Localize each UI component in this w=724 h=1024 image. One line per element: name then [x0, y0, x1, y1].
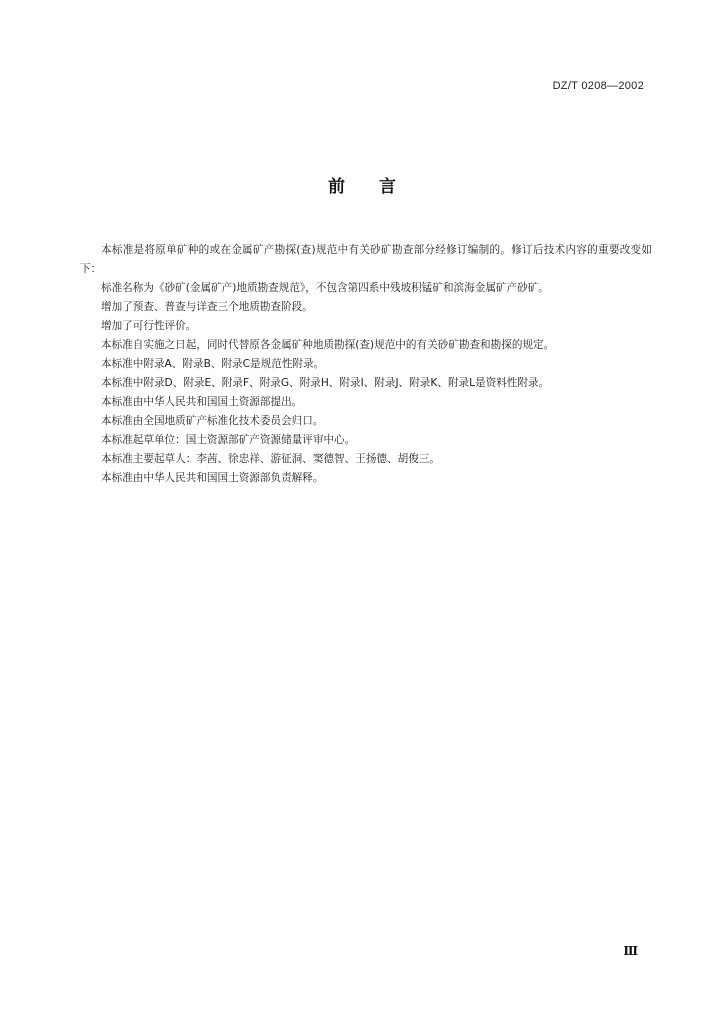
paragraph: 标准名称为《砂矿(金属矿产)地质勘查规范》，不包含第四系中残坡积锰矿和滨海金属矿产砂矿。 [101, 282, 549, 294]
paragraph-intro: 本标准是将原单矿种的或在金属矿产勘探(查)规范中有关砂矿勘查部分经修订编制的。修订后技术内容的重要改变如下： [80, 244, 652, 275]
paragraph: 增加了预查、普查与详查三个地质勘查阶段。 [101, 301, 313, 313]
page-title: 前言 [328, 177, 430, 197]
document-body [80, 241, 652, 488]
paragraph: 本标准中附录D、附录E、附录F、附录G、附录H、附录I、附录J、附录K、附录L是资料性附录。 [101, 377, 550, 389]
paragraph: 本标准由全国地质矿产标准化技术委员会归口。 [101, 415, 324, 427]
paragraph: 本标准由中华人民共和国国土资源部提出。 [101, 396, 303, 408]
paragraph: 本标准由中华人民共和国国土资源部负责解释。 [101, 472, 324, 484]
paragraph: 本标准起草单位：国土资源部矿产资源储量评审中心。 [101, 434, 356, 446]
page-number: Ⅲ [623, 944, 638, 958]
paragraph: 增加了可行性评价。 [101, 320, 197, 332]
paragraph: 本标准中附录A、附录B、附录C是规范性附录。 [101, 358, 325, 370]
paragraph: 本标准自实施之日起，同时代替原各金属矿种地质勘探(查)规范中的有关砂矿勘查和勘探的规定。 [101, 339, 555, 351]
standard-code: DZ/T 0208—2002 [552, 80, 644, 92]
paragraph: 本标准主要起草人：李茜、徐忠祥、游征洞、窦德智、王扬德、胡俊三。 [101, 453, 440, 465]
